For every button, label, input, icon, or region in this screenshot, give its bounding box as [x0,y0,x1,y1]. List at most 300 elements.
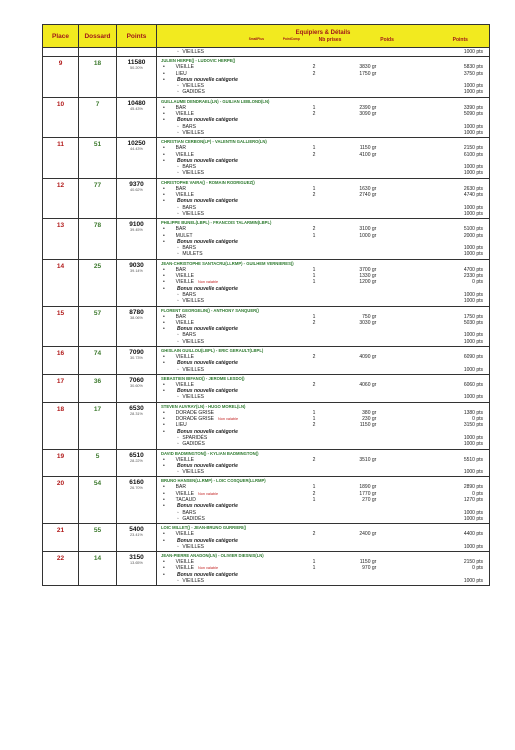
bullet-icon: • [163,381,165,388]
catch-points: 4740 pts [463,192,483,199]
catch-species: VIEILLE [175,111,195,118]
catch-species: VIEILLE [175,273,195,280]
points-percent: 45.43% [130,106,143,111]
bonus-category-line [161,211,489,217]
bonus-label: Bonus nouvelle catégorie [177,503,238,510]
bonus-points: 1000 pts [463,578,484,584]
sub-bullet-icon: ◦ [177,543,179,550]
bullet-icon: • [163,151,165,158]
bullet-icon: • [163,279,165,286]
catch-points: 1750 pts [463,313,483,320]
points-cell [117,178,157,218]
details-cell [157,449,490,477]
place-value: 22 [56,555,65,563]
sub-bullet-icon: ◦ [177,338,179,345]
points-value: 8780 [129,308,144,316]
catch-count: 1 [312,409,316,416]
points-value: 6160 [129,479,144,487]
catch-species: BAR [175,313,186,320]
catch-species: BAR [175,145,186,152]
catch-count: 1 [312,313,316,320]
catch-points: 5030 pts [463,319,483,326]
dossard-value: 17 [93,405,102,413]
bullet-icon: • [163,64,165,71]
dossard-value: 51 [93,141,102,149]
catch-weight: 2400 gr [359,531,377,538]
catch-species: BAR [175,484,186,491]
sub-bullet-icon: ◦ [177,366,179,373]
dossard-cell [79,306,117,346]
table-row [43,219,490,259]
points-percent: 44.43% [130,147,143,152]
header-dossard: Dossard [79,25,117,48]
bullet-icon: • [163,285,165,292]
table-row [43,259,490,306]
bonus-label: Bonus nouvelle catégorie [177,76,238,83]
catch-weight: 1750 gr [359,70,377,77]
bonus-label: Bonus nouvelle catégorie [177,360,238,367]
points-cell [117,306,157,346]
points-cell [117,97,157,137]
details-cell [157,524,490,552]
place-value: 13 [56,222,65,230]
bullet-icon: • [163,462,165,469]
catch-species: BAR [175,226,186,233]
bonus-points: 1000 pts [463,251,484,258]
catch-count: 2 [312,353,316,360]
place-value: 14 [56,262,65,270]
bonus-label: Bonus nouvelle catégorie [177,157,238,164]
catch-weight: 270 gr [362,497,377,504]
bullet-icon: • [163,326,165,333]
sub-bullet-icon: ◦ [177,298,179,305]
dossard-value: 55 [93,527,102,535]
dossard-value: 78 [93,222,102,230]
details-cell [157,57,490,97]
header-tiny-left: SmallPlus [248,37,265,41]
bonus-label: Bonus nouvelle catégorie [177,388,238,395]
dossard-value: 54 [93,480,102,488]
bullet-icon: • [163,565,165,572]
bullet-icon: • [163,456,165,463]
bonus-category: BARS [182,164,196,171]
catch-weight: 3030 gr [359,319,377,326]
catch-points: 6090 pts [463,353,483,360]
header-points: Points [117,25,157,48]
dossard-value: 18 [93,60,102,68]
dossard-cell [79,259,117,306]
dossard-value: 57 [93,309,102,317]
catch-count: 2 [312,70,316,77]
points-percent: 26.70% [130,486,143,491]
catch-species: BAR [175,185,186,192]
details-cell [157,374,490,402]
catch-points: 4400 pts [463,531,483,538]
bonus-category: BARS [182,332,196,339]
points-value: 7060 [129,376,144,384]
bonus-label: Bonus nouvelle catégorie [177,238,238,245]
dossard-value: 25 [93,262,102,270]
catch-count: 2 [312,531,316,538]
results-sheet [42,24,490,586]
points-value: 6530 [129,404,144,412]
bonus-points: 1000 pts [463,366,484,373]
bullet-icon: • [163,422,165,429]
header-points-col: Points [452,37,468,43]
catch-points: 2890 pts [463,484,483,491]
points-percent: 39.45% [130,228,143,233]
bullet-icon: • [163,571,165,578]
bullet-icon: • [163,76,165,83]
catch-points: 4700 pts [463,266,483,273]
catch-points: 0 pts [472,490,483,497]
team-names: JULIEN HERPE() - LUDOVIC HERPE() [161,58,236,64]
team-names: LOIC MILLET() - JEAN-BRUNO GURRIERI() [161,525,247,531]
catch-weight: 4060 gr [359,381,377,388]
catch-weight: 4100 gr [359,151,377,158]
catch-count: 2 [312,64,316,71]
team-names: FLORENT GEORGELIN() - ANTHONY SANQUER() [161,307,259,313]
place-cell [43,138,79,178]
bonus-points: 1000 pts [463,164,484,171]
dossard-cell [79,219,117,259]
details-cell [157,477,490,524]
points-percent: 28.31% [130,411,143,416]
bonus-category: VIEILLES [182,366,204,373]
bullet-icon: • [163,319,165,326]
catch-weight: 3830 gr [359,64,377,71]
catch-weight: 750 gr [362,313,377,320]
catch-points: 5090 pts [463,111,483,118]
catch-count: 2 [312,319,316,326]
bonus-category-line [161,367,489,373]
dossard-value: 77 [93,181,102,189]
sub-bullet-icon: ◦ [177,89,179,96]
catch-species: LIEU [175,422,187,429]
catch-weight: 1630 gr [359,185,377,192]
dossard-cell [79,477,117,524]
catch-weight: 1150 gr [359,559,377,566]
points-percent: 50.20% [130,66,143,71]
team-names: SEBASTIEN BIFANO() - JEROME LESDO() [161,375,245,381]
catch-points: 6100 pts [463,151,483,158]
bullet-icon: • [163,145,165,152]
bonus-points: 1000 pts [463,204,484,211]
catch-count: 1 [312,559,316,566]
place-value: 10 [56,100,65,108]
place-cell [43,178,79,218]
place-value: 20 [56,480,65,488]
points-percent: 30.73% [130,355,143,360]
sub-bullet-icon: ◦ [177,469,179,476]
bonus-category: VIEILLES [182,210,204,217]
bonus-category-line [161,89,489,95]
bullet-icon: • [163,111,165,118]
catch-species: VIEILLE [175,381,195,388]
sub-bullet-icon: ◦ [177,509,179,516]
points-cell [117,57,157,97]
bonus-category-line [161,170,489,176]
bonus-points: 1000 pts [463,338,484,345]
dossard-cell [79,97,117,137]
bullet-icon: • [163,360,165,367]
team-names: JEAN-PIERRE ANADON(LN) - OLIVIER DIESNIS(LN) [161,553,264,559]
bonus-category: GADIDÉS [182,441,205,448]
table-row [43,374,490,402]
header-nb-prises: Nb prises [318,37,342,43]
bullet-icon: • [163,537,165,544]
sub-bullet-icon: ◦ [177,332,179,339]
catch-count: 1 [312,279,316,286]
points-percent: 39.14% [130,268,143,273]
catch-weight: 2740 gr [359,192,377,199]
bonus-category: BARS [182,245,196,252]
dossard-cell [79,57,117,97]
bullet-icon: • [163,559,165,566]
bonus-label: Bonus nouvelle catégorie [177,198,238,205]
catch-weight: 1770 gr [359,490,377,497]
catch-species: VIEILLE [175,490,195,497]
sub-bullet-icon: ◦ [177,394,179,401]
catch-count: 2 [312,456,316,463]
table-row [43,97,490,137]
bullet-icon: • [163,104,165,111]
catch-count: 2 [312,422,316,429]
catch-count: 2 [312,151,316,158]
catch-points: 2150 pts [463,145,483,152]
points-cell [117,138,157,178]
points-cell [117,346,157,374]
team-names: PHILIPPE BUNEL(LBPL) - FRANCOIS TALARMIN(LBPL) [161,220,272,226]
catch-count: 1 [312,416,316,423]
bonus-points: 1000 pts [463,210,484,217]
catch-count: 1 [312,565,316,572]
place-cell [43,449,79,477]
table-row [43,477,490,524]
bonus-points: 1000 pts [463,89,484,96]
bullet-icon: ◦ [177,49,179,55]
bullet-icon: • [163,503,165,510]
bonus-category-line [161,130,489,136]
catch-species: VIEILLE [175,456,195,463]
place-value: 11 [57,141,64,149]
sub-bullet-icon: ◦ [177,515,179,522]
bonus-points: 1000 pts [463,509,484,516]
bonus-label: Bonus nouvelle catégorie [177,428,238,435]
catch-count: 2 [312,490,316,497]
place-cell [43,524,79,552]
points-value: 6510 [129,451,144,459]
bonus-category: SPARIDÉS [182,434,208,441]
catch-weight: 3090 gr [359,111,377,118]
sub-bullet-icon: ◦ [177,245,179,252]
bullet-icon: • [163,416,165,423]
table-row [43,402,490,449]
bonus-category: VIEILLES [182,578,204,584]
catch-species: DORADE GRISE [175,409,214,416]
points-percent: 28.22% [130,458,143,463]
catch-points: 0 pts [472,565,483,572]
non-valable-note: Non valable [198,280,219,285]
bonus-points: 1000 pts [463,332,484,339]
table-row [43,57,490,97]
catch-count: 1 [312,145,316,152]
bullet-icon: • [163,484,165,491]
catch-points: 2150 pts [463,559,483,566]
catch-weight: 3100 gr [359,226,377,233]
points-cell [117,477,157,524]
place-value: 12 [56,181,65,189]
bonus-category: GADIDÉS [182,89,205,96]
bullet-icon: • [163,185,165,192]
catch-points: 0 pts [472,279,483,286]
bonus-category-line [161,298,489,304]
table-row [43,524,490,552]
details-cell [157,138,490,178]
catch-weight: 970 gr [362,565,377,572]
points-value: 10250 [127,140,146,148]
bonus-category: BARS [182,123,196,130]
points-cell [117,524,157,552]
bonus-category: BARS [182,204,196,211]
catch-weight: 1200 gr [359,279,377,286]
team-names: GHISLAIN GUILLOU(LBPL) - ERIC GERAULT(LBPL) [161,347,264,353]
catch-count: 2 [312,226,316,233]
points-value: 9100 [129,221,144,229]
bonus-category-line [161,441,489,447]
sub-bullet-icon: ◦ [177,204,179,211]
sub-bullet-icon: ◦ [177,441,179,448]
place-value: 21 [56,527,65,535]
non-valable-note: Non valable [198,566,219,571]
sub-bullet-icon: ◦ [177,251,179,258]
place-value: 17 [56,377,65,385]
bonus-category-line [161,339,489,345]
place-cell [43,477,79,524]
table-row [43,346,490,374]
bullet-icon: • [163,266,165,273]
dossard-value: 14 [93,555,102,563]
bonus-points: 1000 pts [463,170,484,177]
details-cell [157,97,490,137]
catch-weight: 1150 gr [359,145,377,152]
bonus-category: VIEILLES [182,170,204,177]
details-cell [157,402,490,449]
catch-points: 2330 pts [463,273,483,280]
bullet-icon: • [163,388,165,395]
bonus-points: 1000 pts [463,441,484,448]
bonus-category-line [161,544,489,550]
points-cell [117,219,157,259]
bonus-label: Bonus nouvelle catégorie [177,117,238,124]
catch-points: 6060 pts [463,381,483,388]
place-cell [43,306,79,346]
catch-points: 3150 pts [463,422,483,429]
sub-bullet-icon: ◦ [177,291,179,298]
catch-species: VIEILLE [175,64,195,71]
bonus-category: GADIDÉS [182,515,205,522]
points-value: 10480 [127,99,146,107]
sub-bullet-icon: ◦ [177,123,179,130]
bullet-icon: • [163,313,165,320]
bonus-points: 1000 pts [463,291,484,298]
table-row [43,306,490,346]
bonus-category: VIEILLES [182,394,204,401]
catch-species: BAR [175,266,186,273]
table-header-row [43,25,490,48]
points-value: 9030 [129,261,144,269]
dossard-cell [79,402,117,449]
top-line-label: VIEILLES [182,49,204,55]
points-percent: 38.06% [130,315,143,320]
bullet-icon: • [163,273,165,280]
bullet-icon: • [163,226,165,233]
catch-count: 1 [312,104,316,111]
catch-weight: 1330 gr [359,273,377,280]
bonus-category-line [161,516,489,522]
bonus-points: 1000 pts [463,298,484,305]
place-value: 9 [58,60,63,68]
bonus-category: VIEILLES [182,543,204,550]
bonus-label: Bonus nouvelle catégorie [177,571,238,578]
place-value: 19 [56,452,65,460]
catch-species: VIEILLE [175,279,195,286]
catch-count: 2 [312,381,316,388]
catch-count: 1 [312,497,316,504]
bonus-category: VIEILLES [182,298,204,305]
dossard-cell [79,552,117,586]
dossard-cell [79,138,117,178]
points-cell [117,552,157,586]
table-row [43,178,490,218]
points-cell [117,259,157,306]
bonus-points: 1000 pts [463,129,484,136]
team-names: BRUNO HANSEN(LLRMP) - LOIC COSQUER(LLRMP) [161,478,266,484]
place-cell [43,219,79,259]
bullet-icon: • [163,353,165,360]
catch-species: VIEILLE [175,353,195,360]
bonus-points: 1000 pts [463,543,484,550]
catch-count: 2 [312,111,316,118]
bullet-icon: • [163,531,165,538]
sub-bullet-icon: ◦ [177,83,179,90]
header-tiny-right: PointComp [282,37,300,41]
catch-count: 1 [312,266,316,273]
place-cell [43,97,79,137]
catch-points: 5510 pts [463,456,483,463]
bullet-icon: • [163,157,165,164]
points-value: 11580 [127,59,146,67]
catch-points: 1270 pts [463,497,483,504]
dossard-cell [79,178,117,218]
dossard-value: 5 [95,452,100,460]
header-equipiers: Equipiers & Détails [295,30,351,36]
bullet-icon: • [163,497,165,504]
catch-weight: 1000 gr [359,232,377,239]
dossard-cell [79,346,117,374]
bullet-icon: • [163,428,165,435]
place-cell [43,402,79,449]
team-names: JEAN-CHRISTOPHE SANTACRU(LLRMP) - GUILHEM VERNIERES() [161,260,294,266]
catch-points: 3390 pts [463,104,483,111]
catch-weight: 380 gr [362,409,377,416]
bonus-label: Bonus nouvelle catégorie [177,326,238,333]
results-table [42,24,490,586]
dossard-cell [79,374,117,402]
bonus-points: 1000 pts [463,469,484,476]
catch-weight: 1150 gr [359,422,377,429]
bonus-points: 1000 pts [463,434,484,441]
